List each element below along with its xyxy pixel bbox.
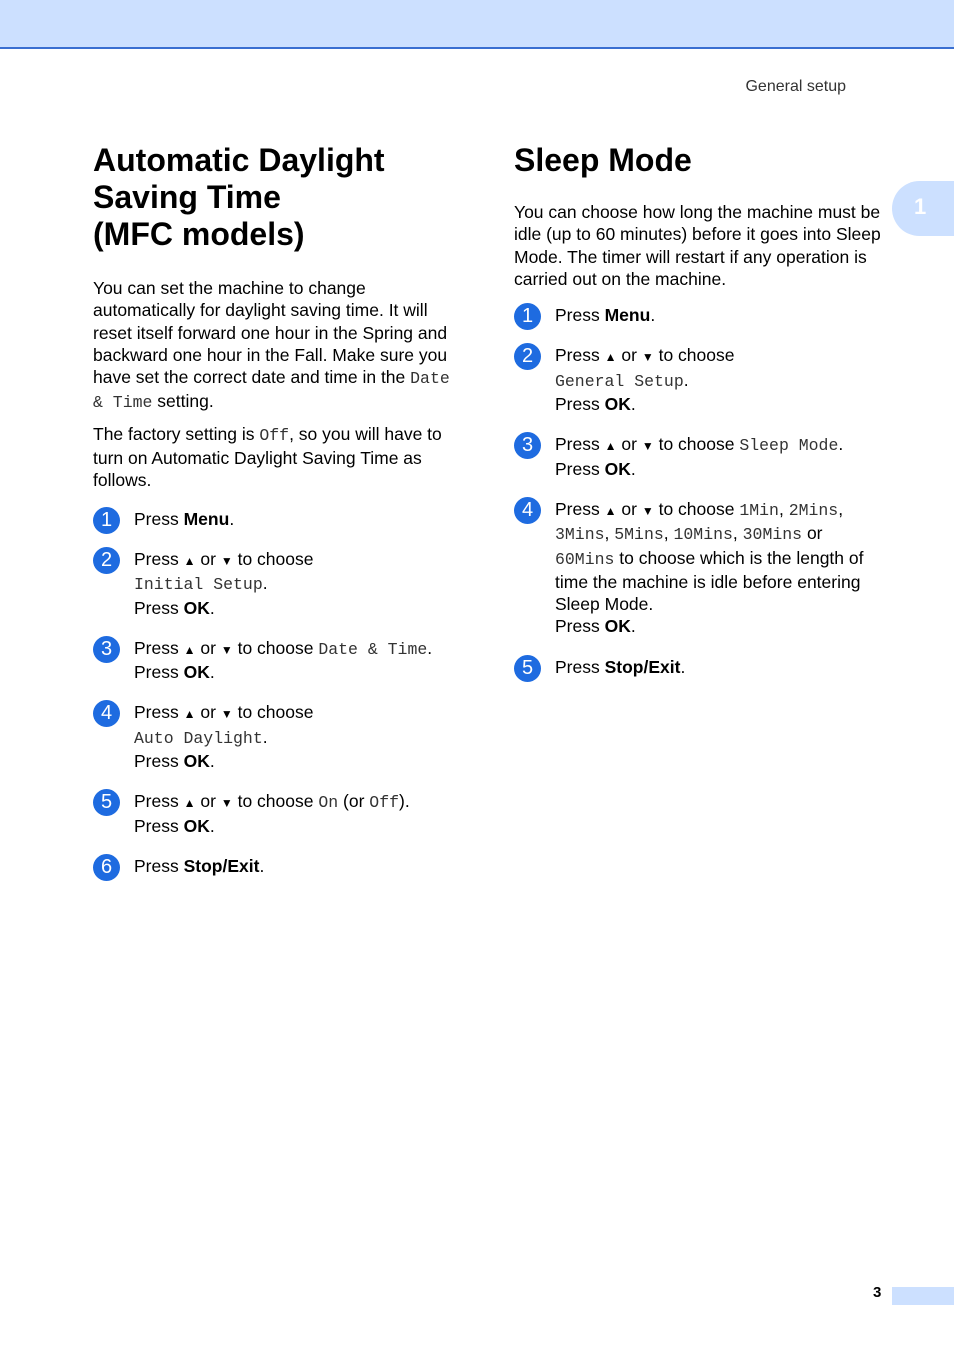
ok-key: OK — [183, 815, 210, 836]
step-number-icon: 4 — [93, 700, 120, 727]
menu-option: Initial Setup — [134, 575, 263, 595]
to-choose-text: to choose — [237, 702, 314, 723]
sleep-mode-title: Sleep Mode — [514, 142, 692, 178]
step: 1 Press Menu. — [93, 508, 463, 530]
press-word: Press — [134, 855, 179, 876]
step: 1 Press Menu. — [514, 304, 884, 326]
to-choose-text: to choose — [237, 548, 314, 569]
press-word: Press — [555, 394, 600, 415]
to-choose-text: to choose — [237, 791, 314, 812]
step-number-icon: 4 — [514, 497, 541, 524]
stop-exit-key: Stop/Exit — [183, 855, 260, 876]
ok-key: OK — [183, 662, 210, 683]
or-word: or — [621, 498, 637, 519]
step: 3 Press ▲ or ▼ to choose Date & Time. Press OK. — [93, 637, 463, 684]
menu-option: Sleep Mode — [739, 436, 839, 456]
daylight-intro — [93, 277, 463, 415]
paren-close: ). — [399, 791, 410, 812]
menu-option: 1Min — [739, 500, 779, 520]
factory-setting-note — [93, 423, 463, 492]
press-word: Press — [134, 637, 179, 658]
step-number-icon: 3 — [514, 432, 541, 459]
or-word: or — [200, 548, 216, 569]
step-number-icon: 5 — [93, 789, 120, 816]
page-number: 3 — [873, 1284, 882, 1301]
or-word: or — [200, 702, 216, 723]
daylight-steps — [93, 508, 463, 878]
step: 3 Press ▲ or ▼ to choose Sleep Mode. Press OK. — [514, 433, 884, 480]
menu-key: Menu — [183, 508, 230, 529]
up-arrow-icon: ▲ — [604, 503, 617, 518]
press-word: Press — [555, 616, 600, 637]
step: 2 Press ▲ or ▼ to choose Initial Setup. Press OK. — [93, 548, 463, 619]
step: 5 Press Stop/Exit. — [514, 656, 884, 678]
step-number-icon: 1 — [93, 507, 120, 534]
down-arrow-icon: ▼ — [641, 350, 654, 365]
factory-code: Off — [259, 425, 290, 445]
to-choose-text: to choose — [658, 434, 735, 455]
press-word: Press — [555, 434, 600, 455]
intro-code: Date & Time — [93, 369, 450, 413]
sleep-mode-intro: You can choose how long the machine must be idle (up to 60 minutes) before it goes into Sleep Mode. The timer will restart if any operation is carried out on the machine. — [514, 202, 881, 289]
title-line: (MFC models) — [93, 216, 305, 252]
factory-text: The factory setting is — [93, 423, 255, 444]
menu-option: 30Mins — [742, 525, 803, 545]
step-number-icon: 6 — [93, 854, 120, 881]
down-arrow-icon: ▼ — [220, 642, 233, 657]
press-word: Press — [134, 815, 179, 836]
intro-text: You can set the machine to change automatically for daylight saving time. It will reset itself forward one hour in the Spring and backward one hour in the Fall. Make sure you have set the correct date and time in the — [93, 278, 448, 388]
press-word: Press — [134, 791, 179, 812]
chapter-tab — [892, 181, 954, 236]
step: 4 Press ▲ or ▼ to choose 1Min, 2Mins, 3Mins, 5Mins, 10Mins, 30Mins or 60Mins to choose which is the length of time the machine is idle before entering Sleep Mode. Press OK. — [514, 498, 884, 638]
or-word: or — [200, 791, 216, 812]
down-arrow-icon: ▼ — [641, 439, 654, 454]
menu-option: General Setup — [555, 371, 684, 391]
to-choose-text: to choose — [658, 498, 735, 519]
intro-end: setting. — [157, 391, 214, 412]
menu-option: 60Mins — [555, 549, 615, 569]
or-word: or — [621, 345, 637, 366]
menu-key: Menu — [604, 305, 651, 326]
up-arrow-icon: ▲ — [604, 439, 617, 454]
to-choose-text: to choose — [237, 637, 314, 658]
menu-option: 2Mins — [788, 500, 839, 520]
up-arrow-icon: ▲ — [183, 707, 196, 722]
press-word: Press — [134, 662, 179, 683]
step: 5 Press ▲ or ▼ to choose On (or Off). Press OK. — [93, 790, 463, 837]
press-word: Press — [134, 548, 179, 569]
menu-option: 5Mins — [614, 525, 664, 545]
step: 2 Press ▲ or ▼ to choose General Setup. Press OK. — [514, 344, 884, 415]
up-arrow-icon: ▲ — [183, 642, 196, 657]
menu-option: 10Mins — [673, 525, 733, 545]
press-word: Press — [555, 345, 600, 366]
stop-exit-key: Stop/Exit — [604, 656, 681, 677]
up-arrow-icon: ▲ — [183, 553, 196, 568]
down-arrow-icon: ▼ — [220, 796, 233, 811]
press-word: Press — [134, 702, 179, 723]
daylight-saving-section — [93, 142, 463, 895]
press-word: Press — [134, 597, 179, 618]
chapter-number: 1 — [914, 194, 927, 219]
daylight-saving-title — [93, 142, 463, 253]
title-line: Saving Time — [93, 179, 281, 215]
menu-option: Date & Time — [318, 639, 428, 659]
press-word: Press — [555, 656, 600, 677]
up-arrow-icon: ▲ — [604, 350, 617, 365]
step-number-icon: 2 — [514, 343, 541, 370]
up-arrow-icon: ▲ — [183, 796, 196, 811]
ok-key: OK — [604, 394, 631, 415]
ok-key: OK — [604, 458, 631, 479]
factory-text-end: , so you will have to turn on Automatic Daylight Saving Time as follows. — [93, 423, 442, 491]
down-arrow-icon: ▼ — [641, 503, 654, 518]
press-word: Press — [134, 508, 179, 529]
or-word: or — [621, 434, 637, 455]
down-arrow-icon: ▼ — [220, 553, 233, 568]
step-number-icon: 5 — [514, 655, 541, 682]
ok-key: OK — [183, 597, 210, 618]
footer-band — [892, 1287, 954, 1305]
menu-option: 3Mins — [555, 525, 605, 545]
menu-option: Off — [369, 793, 400, 813]
step-number-icon: 1 — [514, 303, 541, 330]
step: 4 Press ▲ or ▼ to choose Auto Daylight. Press OK. — [93, 701, 463, 772]
down-arrow-icon: ▼ — [220, 707, 233, 722]
step-description: to choose which is the length of time the machine is idle before entering Sleep Mode. — [555, 547, 864, 615]
menu-option: Auto Daylight — [134, 728, 263, 748]
to-choose-text: to choose — [658, 345, 735, 366]
or-word: or — [200, 637, 216, 658]
press-word: Press — [555, 305, 600, 326]
press-word: Press — [134, 751, 179, 772]
step: 6 Press Stop/Exit. — [93, 855, 463, 877]
press-word: Press — [555, 458, 600, 479]
header-band — [0, 0, 954, 49]
ok-key: OK — [604, 616, 631, 637]
step-number-icon: 3 — [93, 636, 120, 663]
step-number-icon: 2 — [93, 547, 120, 574]
ok-key: OK — [183, 751, 210, 772]
press-word: Press — [555, 498, 600, 519]
or-paren: (or — [343, 791, 365, 812]
title-line: Automatic Daylight — [93, 142, 385, 178]
sleep-steps — [514, 304, 884, 678]
sleep-mode-section — [514, 142, 884, 696]
or-word: or — [806, 523, 823, 544]
menu-option: On — [318, 793, 339, 813]
section-label: General setup — [745, 78, 846, 95]
